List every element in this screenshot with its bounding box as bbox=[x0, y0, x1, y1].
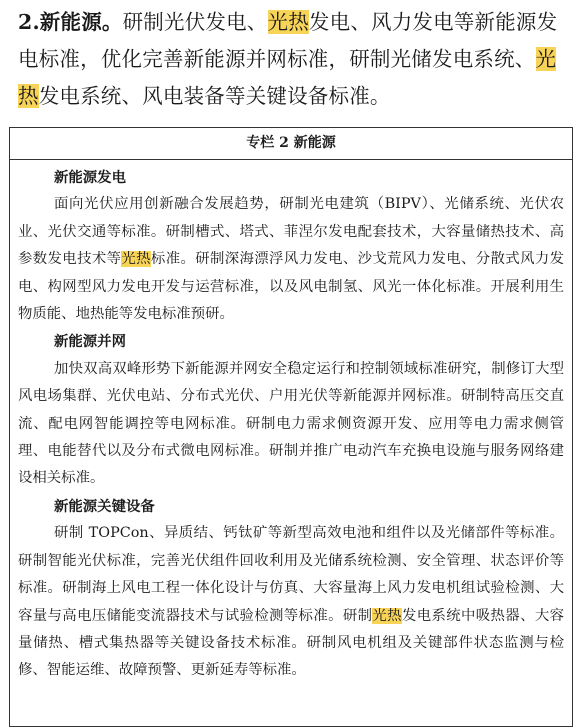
paragraph-text: 研制 TOPCon、异质结、钙钛矿等新型高效电池和组件以及光储部件等标准。研制智能光伏标准，完善光伏组件回收利用及光储系统检测、安全管理、状态评价等标准。研制海上风电工程一体化设计与仿真、大容量海上风力发电机组试验检测、大容量与高电压储能变流器技术与试验检测等标准。研制 bbox=[18, 525, 564, 624]
section-title: 新能源关键设备 bbox=[54, 497, 155, 515]
paragraph-text: 标准。研制深海漂浮风力发电、沙戈荒风力发电、分散式风力发电、构网型风力发电开发与运营标准，以及风电制氢、风光一体化标准。开展利用生物质能、地热能等发电标准预研。 bbox=[18, 251, 564, 323]
paragraph-text: 加快双高双峰形势下新能源并网安全稳定运行和控制领域标准研究，制修订大型风电场集群、光伏电站、分布式光伏、户用光伏等新能源并网标准。研制特高压交直流、配电网智能调控等电网标准。研制电力需求侧资源开发、应用等电力需求侧管理、电能替代以及分布式微电网标准。研制并推广电动汽车充换电设施与服务网络建设相关标准。 bbox=[18, 360, 564, 487]
section-number: 2.新能源。 bbox=[18, 10, 123, 34]
section-title: 新能源发电 bbox=[54, 169, 126, 186]
section-title: 新能源并网 bbox=[54, 333, 126, 351]
highlight-term: 光热 bbox=[372, 607, 402, 624]
highlight-term: 光热 bbox=[18, 47, 557, 108]
paragraph-text: 发电系统中吸热器、大容量储热、槽式集热器等关键设备技术标准。研制风电机组及关键部件状态监测与检修、智能运维、故障预警、更新延寿等标准。 bbox=[18, 607, 564, 679]
paragraph-text: 面向光伏应用创新融合发展趋势，研制光电建筑（BIPV）、光储系统、光伏农业、光伏交通等标准。研制槽式、塔式、菲涅尔发电配套技术，大容量储热技术、高参数发电技术等 bbox=[18, 196, 564, 268]
column-box bbox=[9, 127, 573, 727]
intro-text-1: 研制光伏发电、 bbox=[122, 10, 268, 34]
box-body bbox=[10, 160, 572, 685]
section-paragraph bbox=[18, 356, 564, 493]
section-paragraph bbox=[18, 520, 564, 684]
highlight-term: 光热 bbox=[267, 10, 309, 34]
highlight-term: 光热 bbox=[121, 251, 151, 268]
intro-text-3: 发电系统、风电装备等关键设备标准。 bbox=[38, 84, 391, 108]
intro-paragraph bbox=[18, 4, 570, 115]
intro-text-2: 发电、风力发电等新能源发电标准，优化完善新能源并网标准，研制光储发电系统、 bbox=[18, 10, 558, 71]
section-paragraph bbox=[18, 191, 564, 328]
box-title: 专栏 2 新能源 bbox=[10, 128, 572, 160]
